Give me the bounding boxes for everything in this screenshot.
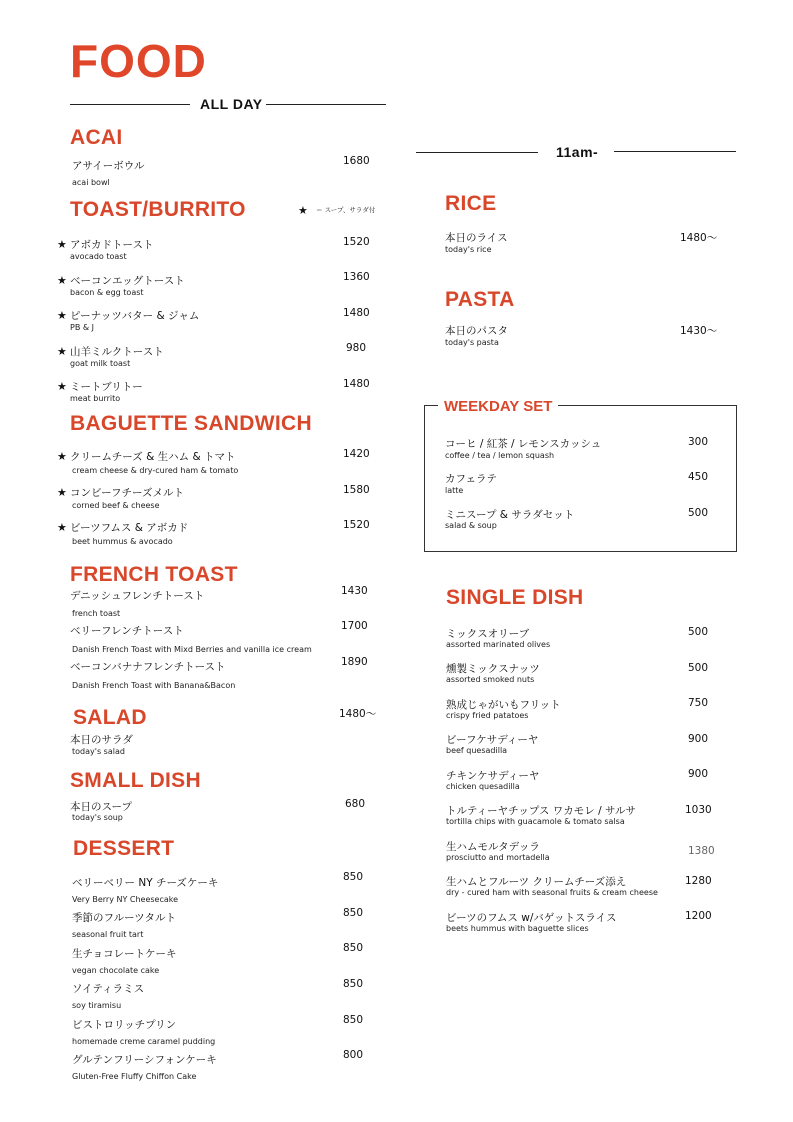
menu-item-english: avocado toast xyxy=(70,252,127,261)
star-icon: ★ xyxy=(57,380,67,393)
menu-item-name: ベリーベリー NY チーズケーキ xyxy=(72,877,219,889)
menu-item-price: 1520 xyxy=(343,236,370,248)
menu-item-price: 1380 xyxy=(688,845,715,857)
divider xyxy=(266,104,386,105)
menu-item-english: assorted smoked nuts xyxy=(446,675,535,684)
divider xyxy=(614,151,736,152)
menu-item-english: crispy fried patatoes xyxy=(446,711,529,720)
star-icon: ★ xyxy=(57,345,67,358)
menu-item-price: 1580 xyxy=(343,484,370,496)
menu-item-name: 山羊ミルクトースト xyxy=(70,346,164,358)
section-heading-pasta: PASTA xyxy=(445,288,515,311)
menu-item-name: アボカドトースト xyxy=(70,239,154,251)
menu-item-name: アサイーボウル xyxy=(72,160,145,172)
menu-item-english: bacon & egg toast xyxy=(70,288,144,297)
star-icon: ★ xyxy=(57,238,67,251)
menu-item-name: トルティーヤチップス ワカモレ / サルサ xyxy=(446,805,636,817)
menu-item-english: cream cheese & dry-cured ham & tomato xyxy=(72,466,239,475)
menu-item-name: 生ハムとフルーツ クリームチーズ添え xyxy=(446,876,627,888)
menu-item-english: acai bowl xyxy=(72,178,110,187)
menu-item-price: 850 xyxy=(343,1014,364,1026)
menu-item-english: vegan chocolate cake xyxy=(72,966,160,975)
section-heading-single-dish: SINGLE DISH xyxy=(446,586,584,609)
star-icon: ★ xyxy=(57,309,67,322)
menu-item-english: seasonal fruit tart xyxy=(72,930,144,939)
menu-item-name: ベリーフレンチトースト xyxy=(70,625,184,637)
menu-item-price: 1480 xyxy=(343,378,370,390)
menu-item-price: 900 xyxy=(688,733,709,745)
divider xyxy=(416,152,538,153)
menu-item-price: 1480～ xyxy=(680,232,718,244)
menu-item-english: meat burrito xyxy=(70,394,121,403)
star-note: ＝ スープ、サラダ付 xyxy=(316,206,376,214)
menu-item-english: goat milk toast xyxy=(70,359,131,368)
menu-item-english: homemade creme caramel pudding xyxy=(72,1037,216,1046)
menu-item-price: 1480 xyxy=(343,307,370,319)
menu-item-price: 1430～ xyxy=(680,325,718,337)
menu-item-price: 850 xyxy=(343,871,364,883)
menu-item-english: corned beef & cheese xyxy=(72,501,160,510)
menu-item-english: Danish French Toast with Banana&Bacon xyxy=(72,681,236,690)
menu-item-price: 1680 xyxy=(343,155,370,167)
menu-item-price: 1420 xyxy=(343,448,370,460)
menu-item-english: Very Berry NY Cheesecake xyxy=(72,895,179,904)
menu-item-english: today's pasta xyxy=(445,338,499,347)
menu-item-name: クリームチーズ & 生ハム & トマト xyxy=(70,451,236,463)
menu-item-price: 800 xyxy=(343,1049,364,1061)
menu-item-english: salad & soup xyxy=(445,521,497,530)
menu-item-name: 季節のフルーツタルト xyxy=(72,912,177,924)
menu-item-price: 850 xyxy=(343,978,364,990)
menu-item-price: 850 xyxy=(343,907,364,919)
section-heading-toast: TOAST/BURRITO xyxy=(70,198,246,221)
menu-item-price: 1890 xyxy=(341,656,368,668)
page-title: FOOD xyxy=(70,35,207,87)
section-heading-acai: ACAI xyxy=(70,126,123,149)
menu-item-price: 1280 xyxy=(685,875,712,887)
menu-item-english: PB & J xyxy=(70,323,94,332)
menu-item-price: 750 xyxy=(688,697,709,709)
star-icon: ★ xyxy=(57,521,67,534)
section-heading-rice: RICE xyxy=(445,192,497,215)
menu-item-name: ビーツのフムス w/バゲットスライス xyxy=(446,912,617,924)
menu-item-price: 1030 xyxy=(685,804,712,816)
menu-item-name: カフェラテ xyxy=(445,473,497,485)
menu-item-english: prosciutto and mortadella xyxy=(446,853,550,862)
menu-item-price: 300 xyxy=(688,436,709,448)
menu-item-english: Gluten-Free Fluffy Chiffon Cake xyxy=(72,1072,197,1081)
star-icon: ★ xyxy=(57,450,67,463)
menu-item-english: today's salad xyxy=(72,747,125,756)
star-icon: ★ xyxy=(57,486,67,499)
menu-item-name: ビーフケサディーヤ xyxy=(446,734,539,746)
section-heading-dessert: DESSERT xyxy=(73,837,175,860)
menu-item-english: beets hummus with baguette slices xyxy=(446,924,589,933)
time-label: 11am- xyxy=(556,144,599,160)
section-heading-baguette: BAGUETTE SANDWICH xyxy=(70,412,312,435)
menu-item-price: 1360 xyxy=(343,271,370,283)
section-heading-weekday-set: WEEKDAY SET xyxy=(438,398,558,415)
menu-item-name: コンビーフチーズメルト xyxy=(70,487,185,499)
menu-item-english: today's rice xyxy=(445,245,492,254)
menu-item-name: ベーコンエッグトースト xyxy=(70,275,185,287)
menu-item-english: latte xyxy=(445,486,464,495)
menu-item-price: 1430 xyxy=(341,585,368,597)
menu-item-english: today's soup xyxy=(72,813,123,822)
menu-item-price: 1520 xyxy=(343,519,370,531)
menu-item-price: 500 xyxy=(688,662,709,674)
menu-item-price: 680 xyxy=(345,798,366,810)
menu-item-name: 生チョコレートケーキ xyxy=(72,948,177,960)
menu-item-price: 1700 xyxy=(341,620,368,632)
menu-item-name: デニッシュフレンチトースト xyxy=(70,590,205,602)
menu-item-english: beef quesadilla xyxy=(446,746,508,755)
menu-item-name: 本日のサラダ xyxy=(70,734,133,746)
all-day-label: ALL DAY xyxy=(200,96,263,112)
menu-item-name: ビストロリッチプリン xyxy=(72,1019,177,1031)
menu-item-name: ビーツフムス & アボカド xyxy=(70,522,189,534)
menu-item-name: 本日のスープ xyxy=(70,801,132,813)
menu-item-price: 900 xyxy=(688,768,709,780)
menu-item-english: Danish French Toast with Mixd Berries and vanilla ice cream xyxy=(72,645,312,654)
menu-item-name: コーヒ / 紅茶 / レモンスカッシュ xyxy=(445,438,602,450)
menu-item-name: ミックスオリーブ xyxy=(446,628,530,640)
menu-item-price: 500 xyxy=(688,507,709,519)
menu-item-name: チキンケサディーヤ xyxy=(446,770,540,782)
menu-item-name: ソイティラミス xyxy=(72,983,145,995)
menu-item-name: ミートブリトー xyxy=(70,381,143,393)
menu-item-name: 本日のライス xyxy=(445,232,508,244)
menu-item-english: dry - cured ham with seasonal fruits & cream cheese xyxy=(446,888,658,897)
menu-item-english: coffee / tea / lemon squash xyxy=(445,451,555,460)
star-icon: ★ xyxy=(57,274,67,287)
section-heading-salad: SALAD xyxy=(73,706,147,729)
star-icon: ★ xyxy=(298,204,308,217)
menu-item-name: グルテンフリーシフォンケーキ xyxy=(72,1054,217,1066)
menu-item-english: soy tiramisu xyxy=(72,1001,122,1010)
menu-item-english: tortilla chips with guacamole & tomato salsa xyxy=(446,817,625,826)
menu-item-name: ミニスープ & サラダセット xyxy=(445,509,575,521)
menu-item-price: 1480～ xyxy=(339,708,377,720)
menu-item-name: ピーナッツバター & ジャム xyxy=(70,310,200,322)
menu-item-name: ベーコンバナナフレンチトースト xyxy=(70,661,226,673)
menu-item-name: 熟成じゃがいもフリット xyxy=(446,699,561,711)
menu-item-price: 1200 xyxy=(685,910,712,922)
menu-item-english: french toast xyxy=(72,609,121,618)
section-heading-small-dish: SMALL DISH xyxy=(70,769,201,792)
divider xyxy=(70,104,190,105)
menu-item-english: beet hummus & avocado xyxy=(72,537,173,546)
section-heading-french-toast: FRENCH TOAST xyxy=(70,563,238,586)
menu-item-english: assorted marinated olives xyxy=(446,640,551,649)
menu-item-english: chicken quesadilla xyxy=(446,782,520,791)
menu-item-price: 450 xyxy=(688,471,709,483)
menu-item-name: 本日のパスタ xyxy=(445,325,508,337)
menu-item-name: 燻製ミックスナッツ xyxy=(446,663,540,675)
menu-item-price: 980 xyxy=(346,342,367,354)
menu-item-price: 850 xyxy=(343,942,364,954)
menu-item-price: 500 xyxy=(688,626,709,638)
menu-item-name: 生ハムモルタデッラ xyxy=(446,841,540,853)
